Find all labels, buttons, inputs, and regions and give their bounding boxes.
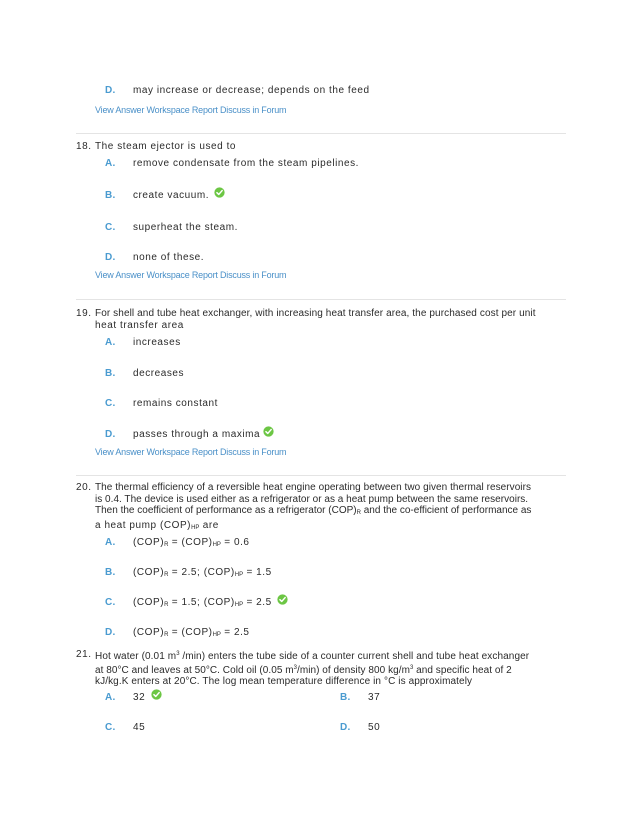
q21-option-d-letter: D. [340,722,351,733]
separator [76,133,566,134]
check-circle-icon [151,689,162,700]
q20-number: 20. [76,482,92,493]
q18-option-a-letter: A. [105,158,116,169]
q19-option-c-letter: C. [105,398,116,409]
q19-question [95,308,585,331]
q19-option-b-letter: B. [105,368,116,379]
q17-links [95,105,286,115]
q21-option-b-letter: B. [340,692,351,703]
q20-question-line3: Then the coefficient of performance as a refrigerator $(COP)_R$ and the co-efficient of performance as [95,505,532,516]
q20-question [95,482,585,534]
q19-option-c-text[interactable]: remains constant [133,398,218,409]
q18-option-c-letter: C. [105,222,116,233]
check-circle-icon [277,594,288,605]
q19-number: 19. [76,308,92,319]
q20-option-b-letter: B. [105,567,116,578]
q20-option-a-text[interactable]: $(COP)_R = (COP)_{HP} = 0.6$ [133,537,250,548]
q21-question [95,649,585,688]
q21-option-c-letter: C. [105,722,116,733]
q21-option-c-text[interactable]: 45 [133,722,146,733]
report-link[interactable]: Report [191,105,218,115]
check-circle-icon [263,426,274,437]
q19-option-b-text[interactable]: decreases [133,368,185,379]
q18-option-b-letter: B. [105,190,116,201]
q19-question-line1: For shell and tube heat exchanger, with increasing heat transfer area, the purchased cost per unit [95,308,536,319]
report-link[interactable]: Report [191,270,218,280]
q21-question-line1: Hot water (0.01 $m^3$ /min) enters the tube side of a counter current shell and tube heat exchanger [95,651,530,662]
q18-option-b-text[interactable]: create vacuum. [133,190,210,201]
discuss-forum-link[interactable]: Discuss in Forum [220,270,287,280]
workspace-link[interactable]: Workspace [146,447,190,457]
discuss-forum-link[interactable]: Discuss in Forum [220,447,287,457]
q18-option-a-text[interactable]: remove condensate from the steam pipelines. [133,158,359,169]
q20-question-line4: a heat pump $(COP)_{HP}$ are [95,519,219,531]
q20-option-b-text[interactable]: $(COP)_R = 2.5$; $(COP)_{HP} = 1.5$ [133,567,272,578]
q21-number: 21. [76,649,92,660]
q19-links [95,447,286,457]
q19-option-a-text[interactable]: increases [133,337,181,348]
q20-option-c-letter: C. [105,597,116,608]
view-answer-link[interactable]: View Answer [95,447,145,457]
q17-option-d-letter: D. [105,85,116,96]
q19-option-d-letter: D. [105,429,116,440]
view-answer-link[interactable]: View Answer [95,270,145,280]
view-answer-link[interactable]: View Answer [95,105,145,115]
q19-option-a-letter: A. [105,337,116,348]
separator [76,475,566,476]
q20-option-d-text[interactable]: $(COP)_R = (COP)_{HP} = 2.5$ [133,627,250,638]
q17-option-d-text[interactable]: may increase or decrease; depends on the feed [133,85,370,96]
report-link[interactable]: Report [191,447,218,457]
q21-option-b-text[interactable]: 37 [368,692,381,703]
q18-option-d-text[interactable]: none of these. [133,252,205,263]
separator [76,299,566,300]
q18-number: 18. [76,141,92,152]
q18-question: The steam ejector is used to [95,141,237,152]
q20-option-c-text[interactable]: $(COP)_R = 1.5$; $(COP)_{HP} = 2.5$ [133,597,272,608]
check-circle-icon [214,187,225,198]
q19-option-d-text[interactable]: passes through a maxima [133,429,261,440]
workspace-link[interactable]: Workspace [146,105,190,115]
q20-option-a-letter: A. [105,537,116,548]
q21-question-line3: kJ/kg.K enters at 20°C. The log mean temperature difference in °C is approximately [95,676,473,687]
discuss-forum-link[interactable]: Discuss in Forum [220,105,287,115]
q21-question-line2: at 80°C and leaves at 50°C. Cold oil (0.05 $m^3/\min$) of density 800 $kg/m^3$ and specific heat of 2 [95,664,512,676]
q20-question-line1: The thermal efficiency of a reversible heat engine operating between two given thermal reservoirs [95,482,532,493]
workspace-link[interactable]: Workspace [146,270,190,280]
q20-question-line2: is 0.4. The device is used either as a refrigerator or as a heat pump between the same reservoirs. [95,493,529,505]
q21-option-a-text[interactable]: 32 [133,692,146,703]
q21-option-d-text[interactable]: 50 [368,722,381,733]
q19-question-line2: heat transfer area [95,319,184,331]
q18-links [95,270,286,280]
q21-option-a-letter: A. [105,692,116,703]
q20-option-d-letter: D. [105,627,116,638]
q18-option-c-text[interactable]: superheat the steam. [133,222,238,233]
q18-option-d-letter: D. [105,252,116,263]
